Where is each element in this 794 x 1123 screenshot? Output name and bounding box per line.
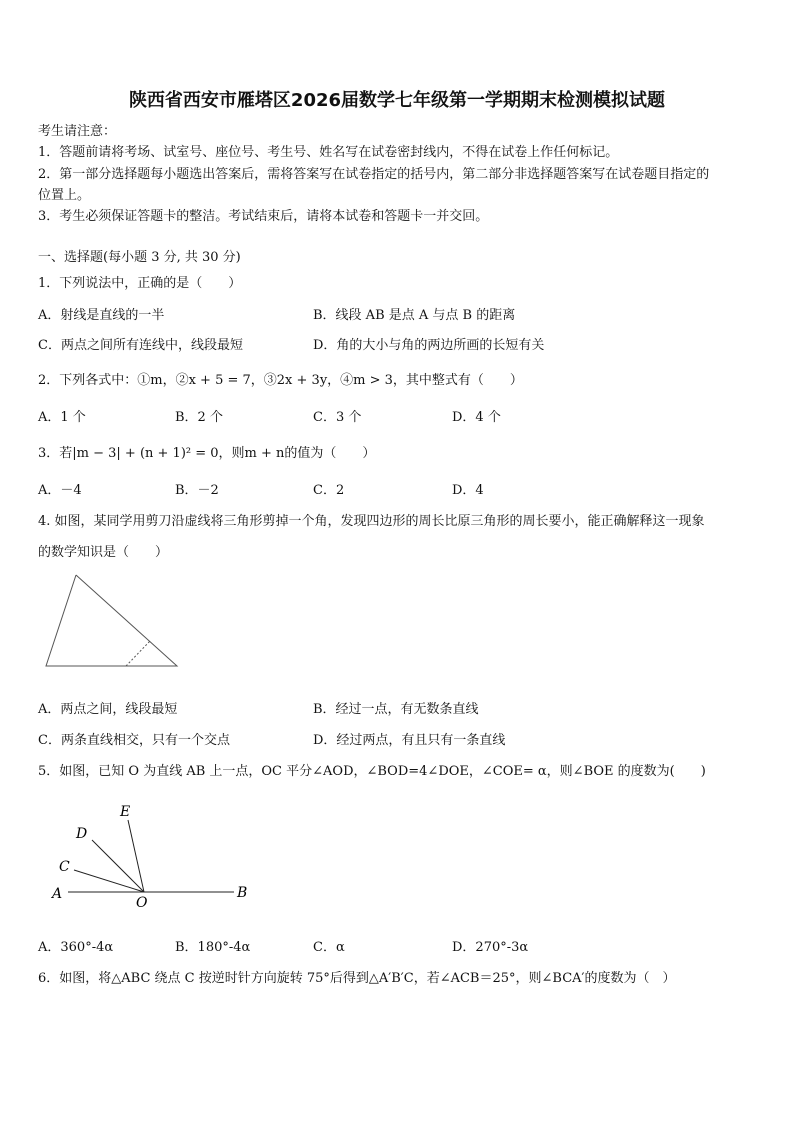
q3-stem: 3．若|m − 3| + (n + 1)² = 0，则m + n的值为（ ） (38, 446, 376, 461)
notice-item-3: 3．考生必须保证答题卡的整洁。考试结束后，请将本试卷和答题卡一并交回。 (38, 209, 489, 224)
label-e: E (120, 804, 131, 820)
label-d: D (76, 826, 88, 842)
q4-stem-line1: 4. 如图，某同学用剪刀沿虚线将三角形剪掉一个角，发现四边形的周长比原三角形的周长要小，能正确解释这一现象 (38, 514, 705, 529)
q2-option-d: D．4 个 (452, 410, 501, 425)
notice-item-2-cont: 位置上。 (38, 188, 91, 203)
section-heading: 一、选择题(每小题 3 分, 共 30 分) (38, 250, 241, 265)
q5-angle-figure (44, 798, 264, 913)
q3-option-a: A．－4 (38, 483, 82, 498)
ray-oe (128, 820, 144, 892)
q2-option-c: C．3 个 (313, 410, 362, 425)
q3-option-d: D．4 (452, 483, 484, 498)
q4-option-a: A．两点之间，线段最短 (38, 702, 178, 717)
q3-option-c: C．2 (313, 483, 345, 498)
label-c: C (59, 859, 70, 875)
q5-option-a: A．360°-4α (38, 940, 114, 955)
label-a: A (52, 886, 63, 902)
q5-option-d: D．270°-3α (452, 940, 529, 955)
label-b: B (237, 885, 248, 901)
q1-option-b: B．线段 AB 是点 A 与点 B 的距离 (313, 308, 516, 323)
q1-option-c: C．两点之间所有连线中，线段最短 (38, 338, 243, 353)
cut-dashed-line (126, 641, 150, 666)
notice-item-1: 1．答题前请将考场、试室号、座位号、考生号、姓名写在试卷密封线内，不得在试卷上作任何标记。 (38, 145, 619, 160)
q4-option-c: C．两条直线相交，只有一个交点 (38, 733, 230, 748)
q4-option-d: D．经过两点，有且只有一条直线 (313, 733, 506, 748)
q4-option-b: B．经过一点，有无数条直线 (313, 702, 479, 717)
q3-option-b: B．－2 (175, 483, 219, 498)
q4-stem-line2: 的数学知识是（ ） (38, 545, 169, 560)
notice-item-2: 2．第一部分选择题每小题选出答案后，需将答案写在试卷指定的括号内，第二部分非选择题答案写在试卷题目指定的 (38, 167, 710, 182)
q5-option-c: C．α (313, 940, 345, 955)
notice-heading: 考生请注意： (38, 124, 117, 139)
q4-triangle-figure (40, 568, 190, 672)
q5-stem: 5．如图，已知 O 为直线 AB 上一点，OC 平分∠AOD，∠BOD=4∠DOE，∠COE= α，则∠BOE 的度数为( ) (38, 764, 706, 779)
page-title: 陕西省西安市雁塔区2026届数学七年级第一学期期末检测模拟试题 (128, 90, 666, 111)
q1-option-a: A．射线是直线的一半 (38, 308, 165, 323)
q2-option-b: B．2 个 (175, 410, 223, 425)
q2-stem: 2．下列各式中：①m，②x + 5 = 7，③2x + 3y，④m > 3，其中整式有（ ） (38, 373, 523, 388)
q2-option-a: A．1 个 (38, 410, 86, 425)
label-o: O (136, 895, 148, 911)
q1-option-d: D．角的大小与角的两边所画的长短有关 (313, 338, 545, 353)
q1-stem: 1．下列说法中，正确的是（ ） (38, 276, 242, 291)
q6-stem: 6．如图，将△ABC 绕点 C 按逆时针方向旋转 75°后得到△A′B′C，若∠ACB＝25°，则∠BCA′的度数为（ ） (38, 971, 676, 986)
triangle-sides (46, 575, 177, 666)
q5-option-b: B．180°-4α (175, 940, 251, 955)
